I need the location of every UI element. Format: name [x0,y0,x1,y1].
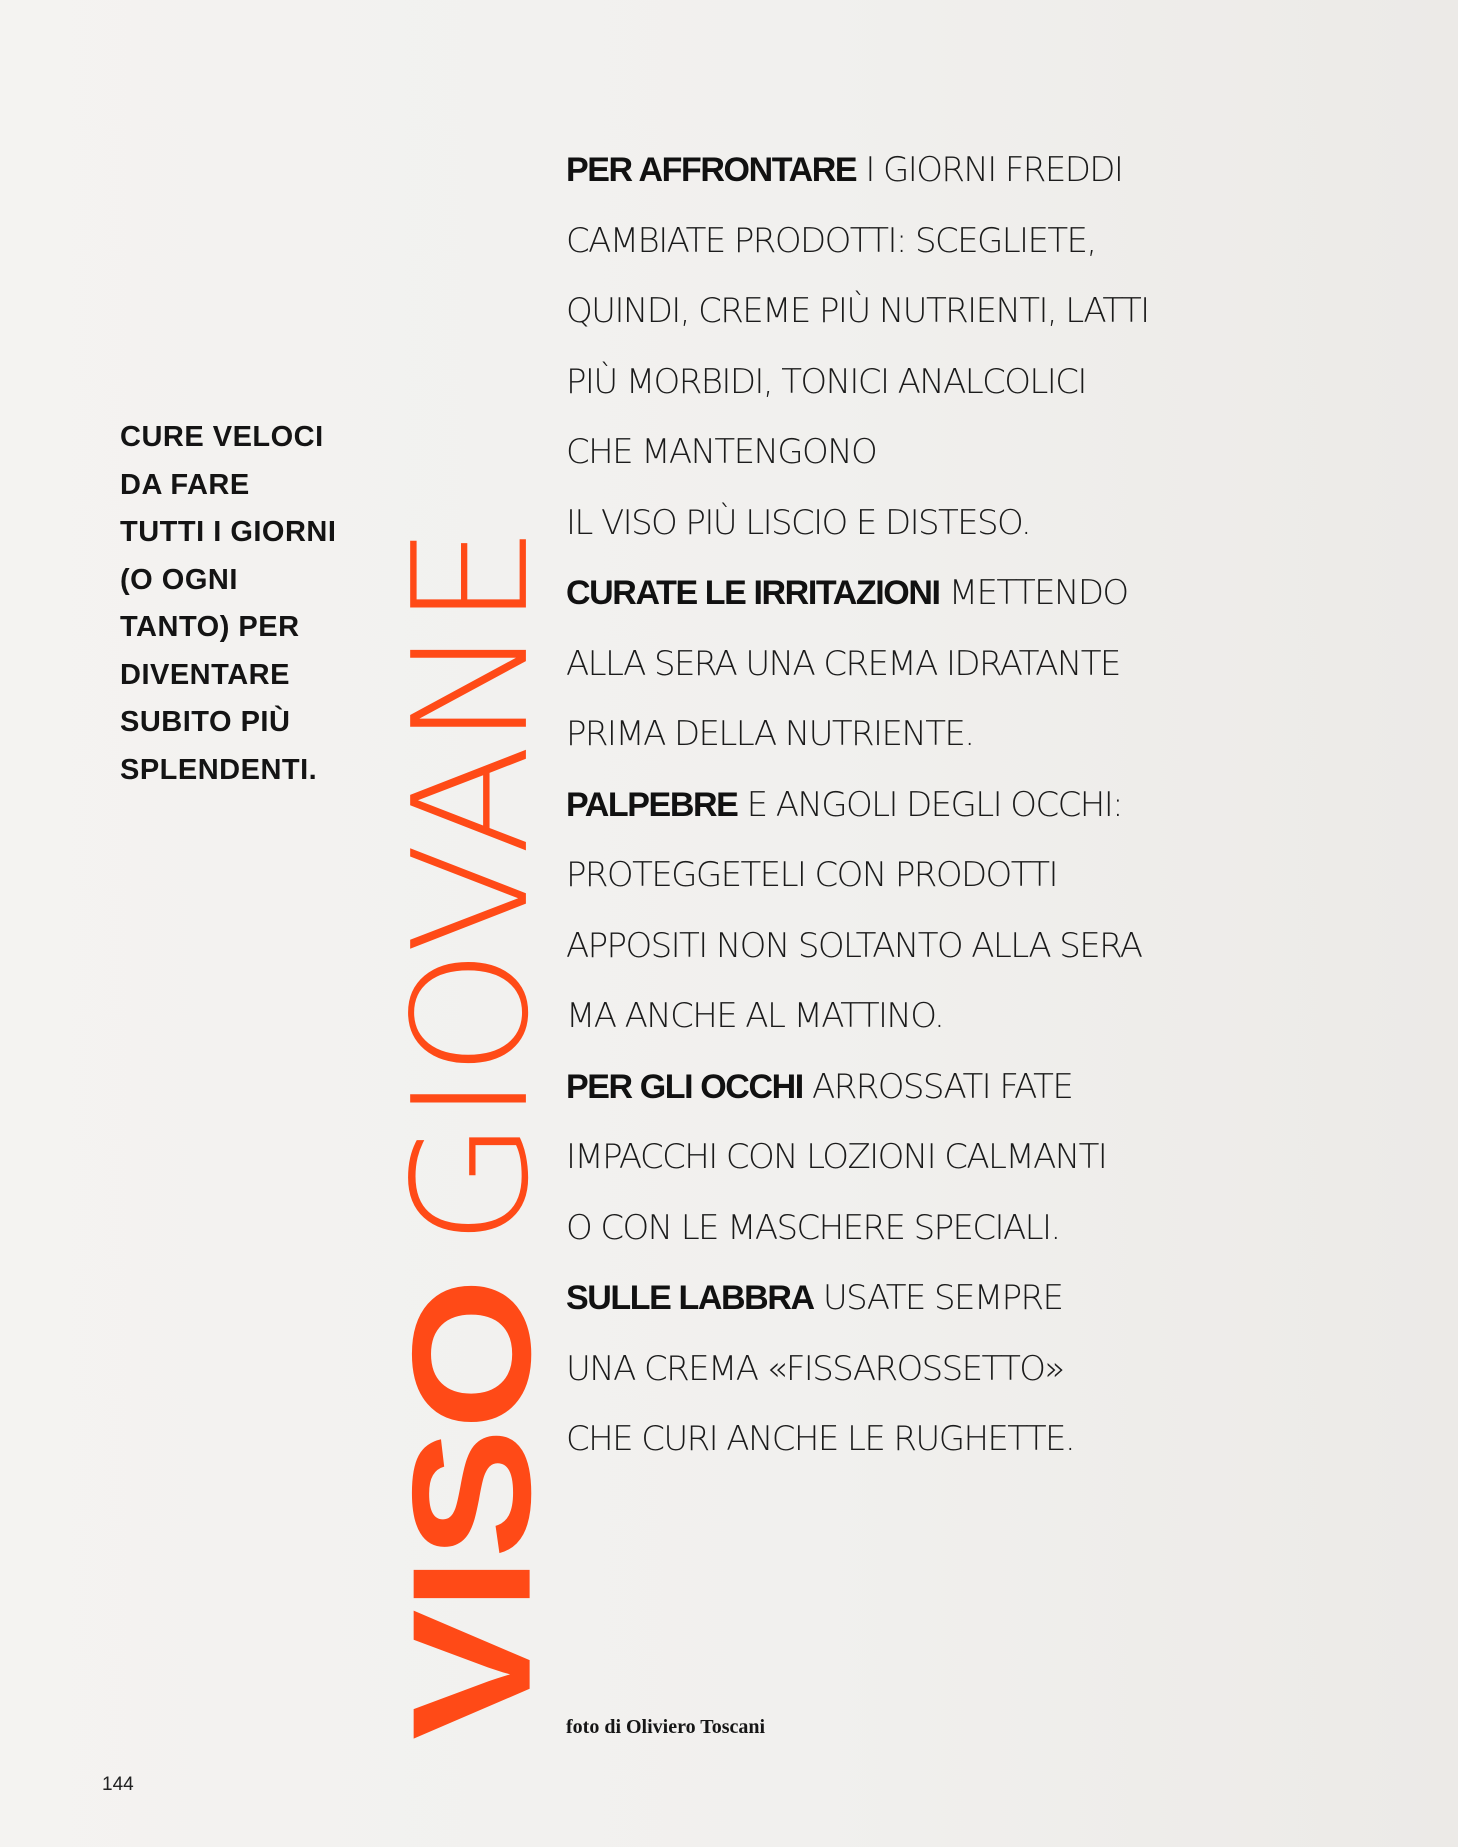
body-text: UNA CREMA «FISSAROSSETTO» [566,1348,1064,1389]
body-lead: PALPEBRE [566,785,738,824]
body-text: ARROSSATI FATE [802,1066,1073,1107]
body-text: USATE SEMPRE [813,1278,1063,1318]
body-text: E ANGOLI DEGLI OCCHI: [737,784,1122,825]
body-text: QUINDI, CREME PIÙ NUTRIENTI, LATTI [566,291,1149,331]
body-line [566,629,1266,700]
dek-line: DIVENTARE [120,658,290,691]
body-text: IMPACCHI CON LOZIONI CALMANTI [566,1137,1107,1177]
body-line [566,911,1266,982]
body-text: IL VISO PIÙ LISCIO E DISTESO. [566,502,1031,543]
body-line [566,347,1266,418]
title-text [377,380,566,1740]
title-word-viso: VISO [377,1279,566,1740]
page-number: 144 [102,1774,134,1795]
title-word-giovane: GIOVANE [379,526,565,1246]
body-line [566,1404,1266,1475]
intro-dek [120,414,410,794]
body-line [566,276,1266,347]
body-line [566,1263,1266,1334]
body-line [566,699,1266,770]
dek-line: TANTO) PER [120,611,300,643]
body-line [566,206,1266,277]
body-line [566,417,1266,488]
body-lead: PER GLI OCCHI [566,1067,803,1106]
body-lead: PER AFFRONTARE [566,151,857,189]
body-text: O CON LE MASCHERE SPECIALI. [566,1207,1060,1248]
body-line [566,1193,1266,1264]
body-text: ALLA SERA UNA CREMA IDRATANTE [566,643,1120,684]
body-lead: SULLE LABBRA [566,1279,814,1317]
body-line [566,1334,1266,1405]
body-line [566,1122,1266,1193]
body-text: PROTEGGETELI CON PRODOTTI [566,855,1057,895]
vertical-title [377,380,566,1740]
body-line [566,840,1266,911]
body-lead: CURATE LE IRRITAZIONI [566,574,940,612]
body-text: PRIMA DELLA NUTRIENTE. [566,714,974,754]
body-copy [566,135,1266,1475]
body-text: MA ANCHE AL MATTINO. [566,996,944,1036]
body-line [566,1052,1266,1123]
dek-line: DA FARE [120,468,250,501]
dek-line: CURE VELOCI [120,421,324,453]
dek-line: SUBITO PIÙ [120,706,291,738]
body-text: I GIORNI FREDDI [856,150,1123,190]
body-text: METTENDO [939,573,1128,613]
dek-line: (O OGNI [120,563,238,596]
photo-credit: foto di Oliviero Toscani [566,1716,766,1738]
body-text: PIÙ MORBIDI, TONICI ANALCOLICI [566,361,1086,402]
dek-line: TUTTI I GIORNI [120,516,337,548]
body-text: CHE CURI ANCHE LE RUGHETTE. [566,1419,1075,1459]
body-line [566,488,1266,559]
body-line [566,135,1266,206]
body-line [566,981,1266,1052]
body-line [566,558,1266,629]
body-text: APPOSITI NON SOLTANTO ALLA SERA [566,925,1142,966]
body-text: CHE MANTENGONO [566,432,877,472]
dek-line: SPLENDENTI. [120,753,318,786]
body-line [566,770,1266,841]
body-text: CAMBIATE PRODOTTI: SCEGLIETE, [566,220,1096,261]
